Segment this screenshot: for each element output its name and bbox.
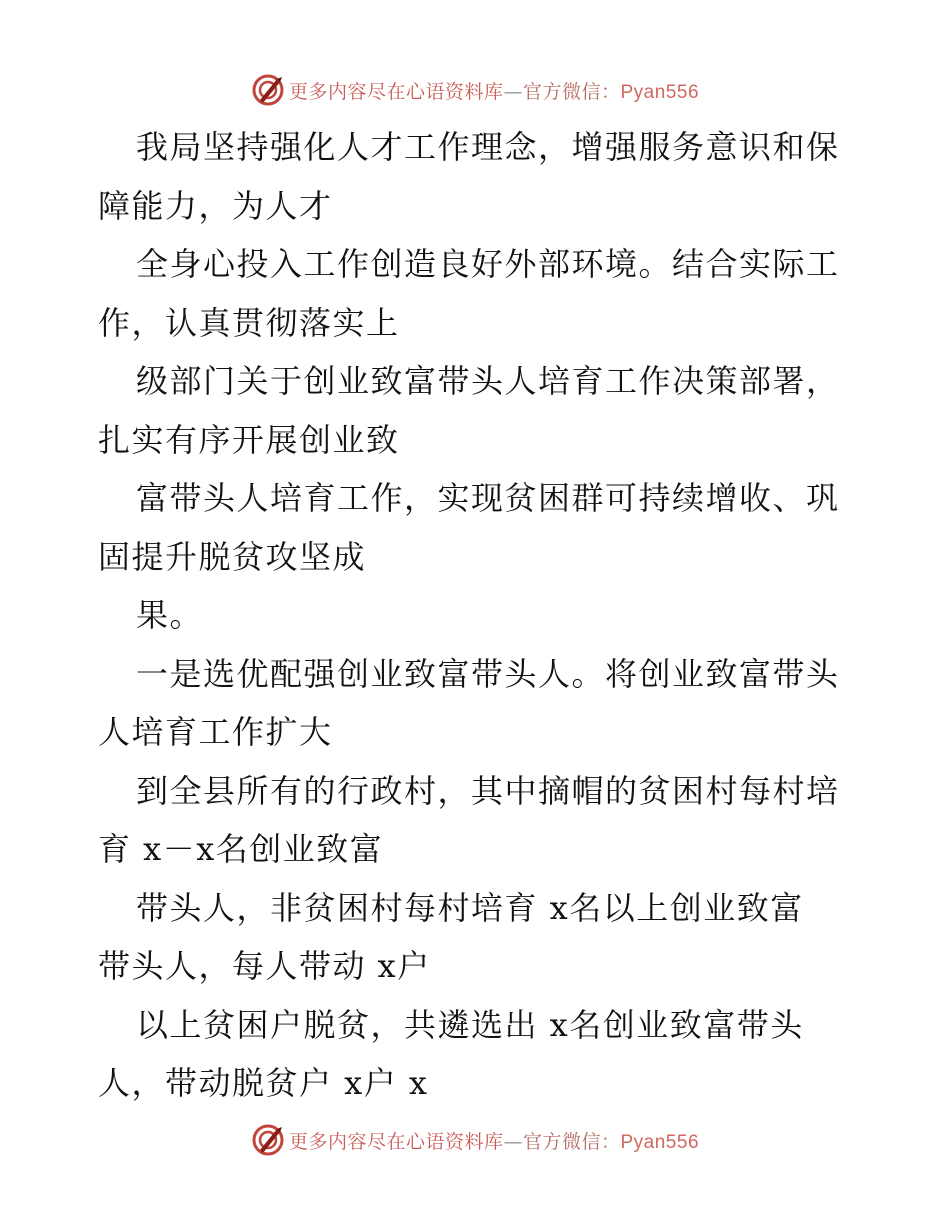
brand-logo-icon: [251, 1123, 285, 1157]
paragraph-line: 带头人，每人带动 x户: [98, 947, 431, 985]
paragraph-line: 一是选优配强创业致富带头人。将创业致富带头: [136, 654, 840, 693]
paragraph-line: 富带头人培育工作，实现贫困群可持续增收、巩: [136, 479, 840, 517]
paragraph-line: 果。: [136, 596, 204, 634]
paragraph-line: 到全县所有的行政村，其中摘帽的贫困村每村培: [136, 771, 840, 810]
paragraph-line: 人培育工作扩大: [98, 713, 333, 751]
banner-text: 更多内容尽在心语资料库—官方微信：Pyan556: [288, 80, 700, 103]
paragraph-line: 带头人，非贫困村每村培育 x名以上创业致富: [136, 888, 804, 927]
paragraph-line: 级部门关于创业致富带头人培育工作决策部署，: [136, 362, 840, 400]
footer-banner: [0, 1120, 950, 1160]
paragraph-line: 全身心投入工作创造良好外部环境。结合实际工: [136, 245, 840, 283]
paragraph-line: 障能力，为人才: [98, 186, 333, 225]
paragraph-line: 育 x－x名创业致富: [98, 830, 384, 868]
brand-logo-icon: [251, 73, 285, 107]
paragraph-line: 以上贫困户脱贫，共遴选出 x名创业致富带头: [136, 1005, 804, 1044]
paragraph-line: 作，认真贯彻落实上: [98, 303, 400, 342]
paragraph-line: 扎实有序开展创业致: [98, 420, 400, 459]
paragraph-line: 固提升脱贫攻坚成: [98, 537, 367, 576]
banner-text: 更多内容尽在心语资料库—官方微信：Pyan556: [288, 1130, 700, 1153]
paragraph-line: 人，带动脱贫户 x户 x: [98, 1064, 429, 1102]
header-banner: [0, 70, 950, 110]
paragraph-line: 我局坚持强化人才工作理念，增强服务意识和保: [136, 128, 840, 166]
document-body: [98, 118, 858, 1113]
